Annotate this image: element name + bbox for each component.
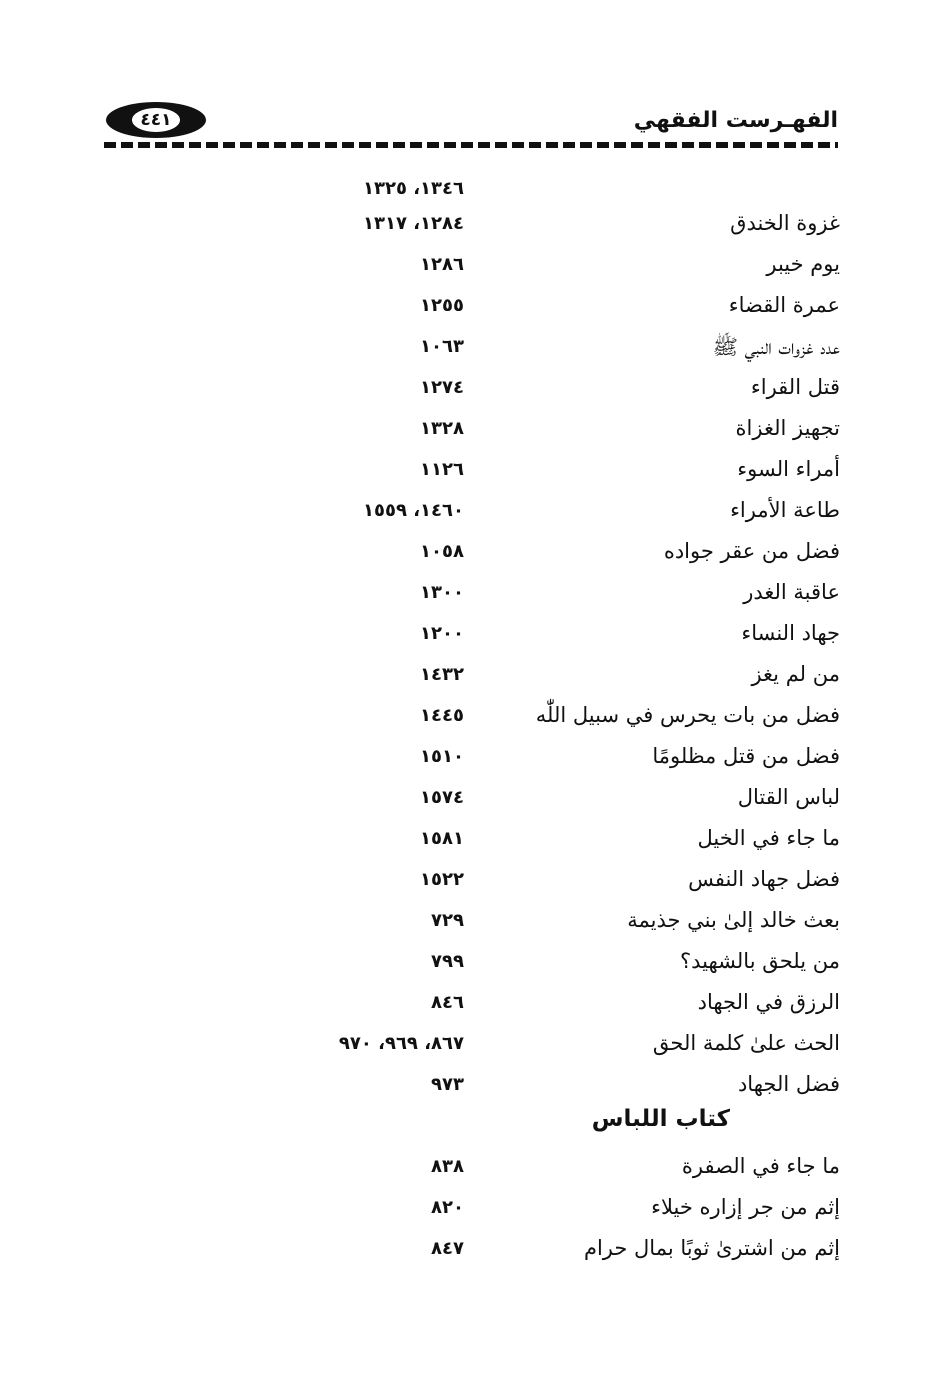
index-entry	[300, 451, 840, 491]
index-pages: ١٣٤٦، ١٣٢٥	[362, 178, 464, 199]
index-entry	[300, 984, 840, 1024]
index-topic: فضل من بات يحرس في سبيل اللّٰه	[535, 703, 840, 727]
index-entry	[300, 246, 840, 286]
index-entry	[300, 943, 840, 983]
index-topic: لباس القتال	[737, 785, 840, 809]
index-entry	[300, 820, 840, 860]
index-pages: ١٣٢٨	[420, 418, 464, 439]
running-title: الفهـرست الفقهي	[633, 108, 838, 133]
index-topic: عدد غزوات النبي ﷺ	[712, 335, 840, 359]
index-pages: ١٢٠٠	[420, 623, 464, 644]
index-topic: إثم من اشترىٰ ثوبًا بمال حرام	[583, 1236, 840, 1260]
page-number: ٤٤١	[132, 108, 180, 132]
index-pages: ١٢٨٤، ١٣١٧	[362, 213, 464, 234]
index-pages: ٧٩٩	[431, 951, 464, 972]
index-pages: ١٢٨٦	[420, 254, 464, 275]
index-pages: ٨٤٦	[431, 992, 464, 1013]
index-pages: ١٢٥٥	[420, 295, 464, 316]
index-topic: جهاد النساء	[741, 621, 840, 645]
index-pages: ١٠٦٣	[420, 336, 464, 357]
index-entry	[300, 697, 840, 737]
index-pages: ١٤٣٢	[420, 664, 464, 685]
index-entry	[300, 205, 840, 245]
index-entry	[300, 656, 840, 696]
index-pages: ١١٢٦	[420, 459, 464, 480]
index-topic: بعث خالد إلىٰ بني جذيمة	[627, 908, 840, 932]
index-topic: فضل من قتل مظلومًا	[652, 744, 840, 768]
page-header	[100, 96, 840, 154]
section-heading: كتاب اللباس	[591, 1106, 730, 1132]
index-entry	[300, 902, 840, 942]
index-topic: ما جاء في الخيل	[697, 826, 840, 850]
index-pages: ١٢٧٤	[420, 377, 464, 398]
index-topic: يوم خيبر	[766, 252, 840, 276]
index-topic: فضل من عقر جواده	[663, 539, 840, 563]
index-entry	[300, 533, 840, 573]
index-topic: قتل القراء	[750, 375, 840, 399]
index-entry	[300, 738, 840, 778]
index-entry	[300, 170, 840, 210]
index-entry	[300, 1230, 840, 1270]
page-number-badge	[106, 102, 206, 138]
index-topic: إثم من جر إزاره خيلاء	[651, 1195, 840, 1219]
header-divider	[104, 142, 838, 148]
index-entry	[300, 328, 840, 368]
index-pages: ١٠٥٨	[420, 541, 464, 562]
index-topic: تجهيز الغزاة	[735, 416, 840, 440]
index-pages: ١٣٠٠	[420, 582, 464, 603]
index-topic: من يلحق بالشهيد؟	[679, 949, 840, 973]
index-entry	[300, 1025, 840, 1065]
index-topic: عمرة القضاء	[728, 293, 840, 317]
index-entry	[300, 861, 840, 901]
index-entry	[300, 615, 840, 655]
index-pages: ١٥٧٤	[420, 787, 464, 808]
index-pages: ١٥٢٢	[420, 869, 464, 890]
index-topic: الرزق في الجهاد	[697, 990, 840, 1014]
index-entry	[300, 574, 840, 614]
index-topic: ما جاء في الصفرة	[681, 1154, 840, 1178]
index-entry	[300, 287, 840, 327]
index-pages: ٨٤٧	[431, 1238, 464, 1259]
index-pages: ٨٣٨	[431, 1156, 464, 1177]
index-pages: ٨٦٧، ٩٦٩، ٩٧٠	[338, 1033, 464, 1054]
index-pages: ١٤٤٥	[420, 705, 464, 726]
index-entry	[300, 1189, 840, 1229]
index-topic: طاعة الأمراء	[730, 498, 840, 522]
index-pages: ١٥٨١	[420, 828, 464, 849]
index-entry	[300, 369, 840, 409]
index-pages: ١٤٦٠، ١٥٥٩	[362, 500, 464, 521]
index-topic: أمراء السوء	[737, 457, 840, 481]
index-topic: الحث علىٰ كلمة الحق	[652, 1031, 840, 1055]
index-entry	[300, 1066, 840, 1106]
index-topic: فضل الجهاد	[737, 1072, 840, 1096]
index-pages: ٩٧٣	[431, 1074, 464, 1095]
index-entry	[300, 492, 840, 532]
index-pages: ٨٢٠	[431, 1197, 464, 1218]
index-topic: فضل جهاد النفس	[688, 867, 840, 891]
index-entry	[300, 779, 840, 819]
index-topic: من لم يغز	[751, 662, 840, 686]
index-topic: عاقبة الغدر	[743, 580, 840, 604]
index-pages: ٧٢٩	[431, 910, 464, 931]
index-pages: ١٥١٠	[420, 746, 464, 767]
index-entry	[300, 1148, 840, 1188]
index-entry	[300, 410, 840, 450]
index-topic: غزوة الخندق	[730, 211, 840, 235]
